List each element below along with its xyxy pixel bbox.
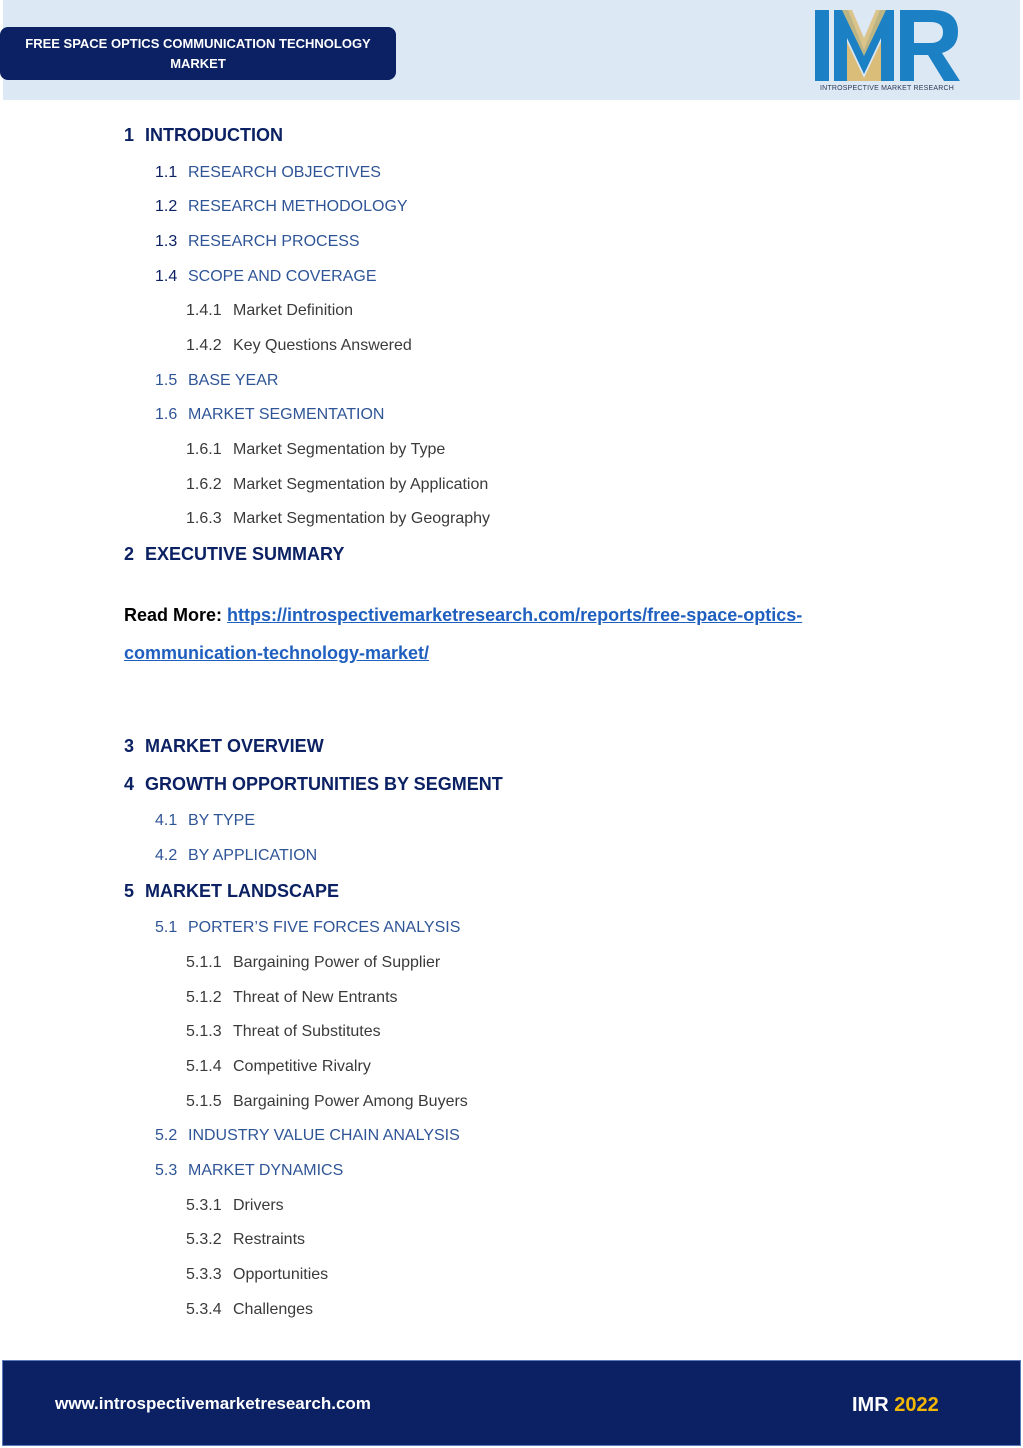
footer-year: 2022 (894, 1394, 939, 1416)
toc-number: 5.1.4 (186, 1058, 222, 1075)
toc-item[interactable] (186, 1058, 371, 1076)
toc-number: 3 (124, 736, 135, 756)
toc-item[interactable] (155, 268, 377, 286)
toc-number: 1.4 (155, 268, 178, 285)
toc-number: 1.4.1 (186, 302, 222, 319)
toc-item[interactable] (155, 919, 460, 937)
toc-item[interactable] (124, 736, 324, 757)
page-footer (2, 1360, 1021, 1446)
toc-item[interactable] (155, 198, 408, 216)
footer-brand-name: IMR (852, 1394, 889, 1416)
toc-label: Market Segmentation by Type (233, 441, 446, 458)
toc-item[interactable] (186, 337, 412, 355)
toc-label: Challenges (233, 1301, 314, 1318)
toc-item[interactable] (155, 1127, 460, 1145)
read-more (124, 596, 802, 672)
toc-number: 1.3 (155, 233, 178, 250)
toc-label: MARKET LANDSCAPE (145, 881, 340, 901)
toc-label: Market Definition (233, 302, 354, 319)
toc-item[interactable] (155, 847, 317, 865)
toc-label: Drivers (233, 1197, 284, 1214)
toc-item[interactable] (124, 881, 339, 902)
read-more-link-line2[interactable]: communication-technology-market/ (124, 643, 430, 663)
toc-number: 1.6.2 (186, 476, 222, 493)
toc-number: 5.1.2 (186, 989, 222, 1006)
toc-label: Competitive Rivalry (233, 1058, 371, 1075)
read-more-label: Read More: (124, 605, 223, 625)
toc-label: Threat of New Entrants (233, 989, 398, 1006)
toc-item[interactable] (186, 954, 440, 972)
toc-item[interactable] (124, 125, 283, 146)
toc-label: BY APPLICATION (188, 847, 318, 864)
toc-item[interactable] (186, 989, 398, 1007)
toc-number: 1.6.1 (186, 441, 222, 458)
toc-number: 5.3.1 (186, 1197, 222, 1214)
toc-label: Threat of Substitutes (233, 1023, 381, 1040)
toc-number: 1.5 (155, 372, 178, 389)
toc-item[interactable] (186, 1197, 284, 1215)
toc-item[interactable] (155, 812, 255, 830)
toc-label: Key Questions Answered (233, 337, 412, 354)
toc-item[interactable] (186, 476, 488, 494)
toc-number: 5.1.3 (186, 1023, 222, 1040)
toc-number: 5.3.2 (186, 1231, 222, 1248)
toc-number: 5.3.3 (186, 1266, 222, 1283)
toc-item[interactable] (186, 302, 353, 320)
toc-item[interactable] (186, 1231, 305, 1249)
toc-item[interactable] (155, 164, 381, 182)
toc-number: 2 (124, 544, 135, 564)
toc-item[interactable] (155, 233, 360, 251)
toc-item[interactable] (186, 441, 445, 459)
toc-label: Restraints (233, 1231, 306, 1248)
toc-number: 5.3 (155, 1162, 178, 1179)
toc-label: MARKET SEGMENTATION (188, 406, 385, 423)
toc-label: Market Segmentation by Application (233, 476, 489, 493)
toc-number: 1.1 (155, 164, 178, 181)
toc-number: 4.2 (155, 847, 178, 864)
logo-caption: INTROSPECTIVE MARKET RESEARCH (819, 85, 955, 92)
toc-label: Bargaining Power Among Buyers (233, 1093, 468, 1110)
toc-label: Bargaining Power of Supplier (233, 954, 441, 971)
toc-label: INTRODUCTION (145, 125, 283, 145)
toc-item[interactable] (186, 510, 490, 528)
toc-label: BY TYPE (188, 812, 255, 829)
toc-label: MARKET DYNAMICS (188, 1162, 344, 1179)
toc-label: BASE YEAR (188, 372, 279, 389)
toc-label: PORTER’S FIVE FORCES ANALYSIS (188, 919, 461, 936)
imr-logo-mark (812, 8, 962, 84)
toc-number: 1.6 (155, 406, 178, 423)
toc-number: 4.1 (155, 812, 178, 829)
imr-logo (812, 8, 962, 96)
toc-item[interactable] (186, 1266, 328, 1284)
toc-number: 1.2 (155, 198, 178, 215)
toc-label: EXECUTIVE SUMMARY (145, 544, 345, 564)
footer-brand (852, 1394, 939, 1417)
toc-item[interactable] (155, 1162, 343, 1180)
toc-item[interactable] (186, 1023, 381, 1041)
toc-number: 5.2 (155, 1127, 178, 1144)
toc-label: MARKET OVERVIEW (145, 736, 324, 756)
toc-number: 1.6.3 (186, 510, 222, 527)
toc-number: 5.3.4 (186, 1301, 222, 1318)
toc-item[interactable] (124, 774, 503, 795)
toc-label: SCOPE AND COVERAGE (188, 268, 377, 285)
toc-item[interactable] (186, 1301, 313, 1319)
toc-number: 5.1.5 (186, 1093, 222, 1110)
toc-number: 5 (124, 881, 135, 901)
document-title-line1: FREE SPACE OPTICS COMMUNICATION TECHNOLOGY (25, 36, 371, 51)
toc-label: Opportunities (233, 1266, 329, 1283)
toc-item[interactable] (124, 544, 344, 565)
toc-label: RESEARCH METHODOLOGY (188, 198, 408, 215)
document-title (0, 27, 396, 80)
toc-number: 4 (124, 774, 135, 794)
toc-label: INDUSTRY VALUE CHAIN ANALYSIS (188, 1127, 460, 1144)
toc-number: 5.1 (155, 919, 178, 936)
document-title-line2: MARKET (170, 56, 226, 71)
toc-number: 5.1.1 (186, 954, 222, 971)
toc-item[interactable] (186, 1093, 468, 1111)
toc-number: 1.4.2 (186, 337, 222, 354)
footer-website-link[interactable]: www.introspectivemarketresearch.com (55, 1394, 371, 1413)
toc-label: RESEARCH PROCESS (188, 233, 360, 250)
toc-label: GROWTH OPPORTUNITIES BY SEGMENT (145, 774, 503, 794)
read-more-link-line1[interactable]: https://introspectivemarketresearch.com/reports/free-space-optics- (227, 605, 803, 625)
toc-item[interactable] (155, 372, 278, 390)
toc-item[interactable] (155, 406, 384, 424)
toc-label: RESEARCH OBJECTIVES (188, 164, 381, 181)
toc-label: Market Segmentation by Geography (233, 510, 491, 527)
toc-number: 1 (124, 125, 135, 145)
